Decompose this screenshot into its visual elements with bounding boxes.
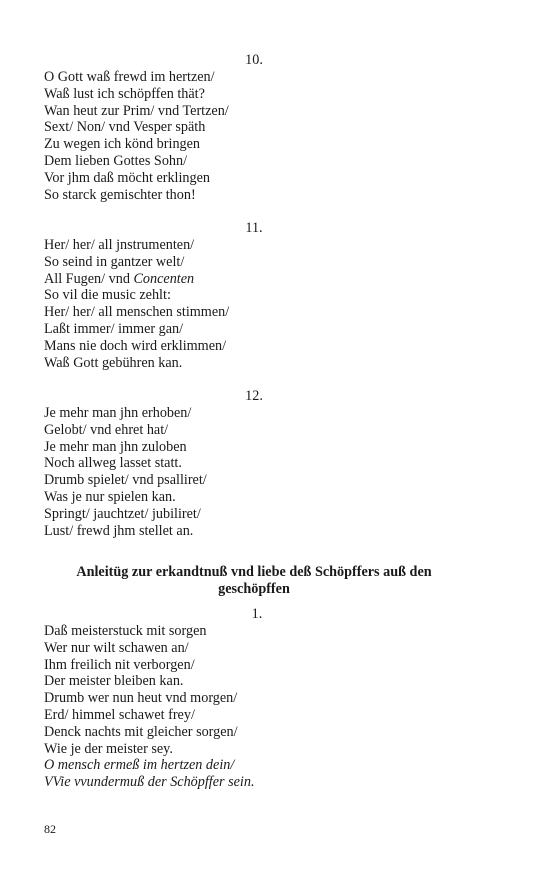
stanza-number: 12. [245, 388, 263, 404]
section-heading [44, 564, 464, 598]
verse-line: Drumb wer nun heut vnd morgen/ [44, 690, 238, 707]
verse-line: So vil die music zehlt: [44, 287, 171, 304]
verse-line: Der meister bleiben kan. [44, 673, 184, 690]
verse-line: Her/ her/ all menschen stimmen/ [44, 304, 230, 321]
verse-line-italic: VVie vvundermuß der Schöpffer sein. [44, 774, 255, 791]
stanza-11 [44, 220, 464, 371]
stanza-10 [44, 52, 464, 203]
verse-line: O Gott waß frewd im hertzen/ [44, 69, 215, 85]
verse-line: Dem lieben Gottes Sohn/ [44, 152, 188, 169]
verse-line: Lust/ frewd jhm stellet an. [44, 522, 194, 539]
verse-line: Waß lust ich schöpffen thät? [44, 85, 205, 102]
heading-line: geschöpffen [218, 581, 290, 597]
verse-line: Je mehr man jhn zuloben [44, 438, 187, 455]
verse-line: Denck nachts mit gleicher sorgen/ [44, 723, 238, 740]
verse-line: Zu wegen ich könd bringen [44, 136, 201, 153]
italic-word: Concenten [133, 270, 195, 287]
verse-line: Sext/ Non/ vnd Vesper späth [44, 119, 206, 136]
heading-line: Anleitüg zur erkandtnuß vnd liebe deß Schöpffers auß den [76, 564, 432, 580]
verse-line: Was je nur spielen kan. [44, 488, 176, 505]
verse-line: Laßt immer/ immer gan/ [44, 320, 184, 337]
verse-line: Vor jhm daß möcht erklingen [44, 169, 211, 186]
verse-line: Her/ her/ all jnstrumenten/ [44, 237, 195, 253]
verse-line: Springt/ jauchtzet/ jubiliret/ [44, 505, 201, 522]
stanza-number: 11. [245, 220, 263, 236]
verse-line: Daß meisterstuck mit sorgen [44, 623, 207, 639]
verse-line: Wan heut zur Prim/ vnd Tertzen/ [44, 102, 229, 119]
verse-line: Wer nur wilt schawen an/ [44, 639, 189, 656]
stanza-number: 1. [251, 606, 263, 622]
verse-line [44, 271, 464, 288]
verse-line: Erd/ himmel schawet frey/ [44, 706, 195, 723]
verse-line: Mans nie doch wird erklimmen/ [44, 337, 227, 354]
verse-line: So starck gemischter thon! [44, 186, 196, 203]
stanza-number: 10. [245, 52, 263, 68]
verse-line-italic: O mensch ermeß im hertzen dein/ [44, 757, 235, 774]
verse-line: Gelobt/ vnd ehret hat/ [44, 421, 169, 438]
verse-line: Wie je der meister sey. [44, 740, 173, 757]
verse-line: Je mehr man jhn erhoben/ [44, 405, 192, 421]
verse-text: All Fugen/ vnd [44, 270, 134, 287]
page-number: 82 [44, 822, 56, 836]
verse-line: Drumb spielet/ vnd psalliret/ [44, 472, 207, 489]
verse-line: So seind in gantzer welt/ [44, 253, 185, 270]
verse-line: Waß Gott gebühren kan. [44, 354, 183, 371]
verse-line: Noch allweg lasset statt. [44, 455, 182, 472]
verse-line: Ihm freilich nit verborgen/ [44, 656, 195, 673]
stanza-1 [44, 606, 464, 791]
stanza-12 [44, 388, 464, 539]
